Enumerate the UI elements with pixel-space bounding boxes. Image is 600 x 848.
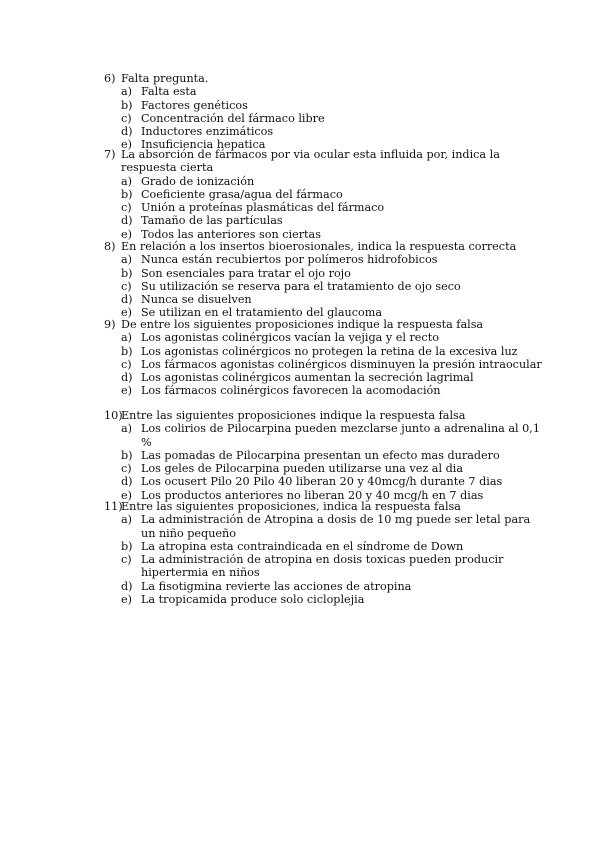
answer-option [121,267,544,280]
question-stem [104,148,544,175]
option-letter: b) [121,539,133,553]
option-letter: b) [121,344,133,358]
answer-option [121,214,544,227]
question-stem [104,318,544,331]
option-letter: b) [121,448,133,462]
question-text: La absorción de fármacos por via ocular esta influida por, indica la respuesta cierta [121,148,500,175]
answer-option [121,345,544,358]
option-text: Inductores enzimáticos [141,125,274,139]
answer-option [121,253,544,266]
option-letter: a) [121,422,133,436]
option-letter: c) [121,462,132,476]
option-text: Los agonistas colinérgicos no protegen la retina de la excesiva luz [141,344,518,358]
option-text: Unión a proteínas plasmáticas del fármaco [141,201,385,215]
answer-option [121,371,544,384]
question-number: 7) [104,148,116,161]
answer-option [121,513,544,540]
option-text: Son esenciales para tratar el ojo rojo [141,266,351,280]
option-text: Nunca se disuelven [141,293,252,307]
answer-option [121,462,544,475]
option-letter: e) [121,227,132,241]
option-text: Factores genéticos [141,98,248,112]
answer-option [121,422,544,449]
option-text: Su utilización se reserva para el tratamiento de ojo seco [141,279,461,293]
answer-option [121,188,544,201]
option-letter: a) [121,513,133,527]
option-letter: b) [121,98,133,112]
answer-option [121,475,544,488]
option-text: Concentración del fármaco libre [141,111,325,125]
answer-option [121,449,544,462]
answer-option [121,540,544,553]
option-text: Insuficiencia hepatica [141,138,266,152]
answer-option [121,280,544,293]
question-text: Falta pregunta. [121,72,209,85]
option-letter: e) [121,593,132,607]
question-text: Entre las siguientes proposiciones, indica la respuesta falsa [121,500,461,513]
option-text: La administración de atropina en dosis toxicas pueden producir hipertermia en niños [141,553,504,580]
option-text: Los agonistas colinérgicos aumentan la secreción lagrimal [141,371,474,385]
answer-option [121,384,544,397]
question-10 [104,409,544,502]
option-letter: a) [121,331,133,345]
option-text: Se utilizan en el tratamiento del glaucoma [141,306,383,320]
question-stem [104,409,544,422]
option-text: Los agonistas colinérgicos vacían la vejiga y el recto [141,331,439,345]
answer-option [121,331,544,344]
option-text: Los geles de Pilocarpina pueden utilizarse una vez al dia [141,462,463,476]
option-text: Las pomadas de Pilocarpina presentan un efecto mas duradero [141,448,500,462]
option-text: La tropicamida produce solo cicloplejia [141,593,365,607]
option-text: Los colirios de Pilocarpina pueden mezclarse junto a adrenalina al 0,1 % [141,422,540,449]
answer-option [121,112,544,125]
option-letter: d) [121,214,133,228]
option-text: La fisotigmina revierte las acciones de atropina [141,579,412,593]
option-letter: c) [121,201,132,215]
option-text: La administración de Atropina a dosis de 10 mg puede ser letal para un niño pequeño [141,513,531,540]
option-text: Los ocusert Pilo 20 Pilo 40 liberan 20 y 40mcg/h durante 7 dias [141,475,503,489]
option-letter: a) [121,253,133,267]
option-text: Todos las anteriores son ciertas [141,227,321,241]
option-letter: c) [121,553,132,567]
option-text: Los fármacos colinérgicos favorecen la acomodación [141,384,441,398]
option-text: Los fármacos agonistas colinérgicos disminuyen la presión intraocular [141,357,542,371]
option-text: Coeficiente grasa/agua del fármaco [141,187,343,201]
question-number: 11) [104,500,123,513]
option-text: Grado de ionización [141,174,255,188]
answer-option [121,175,544,188]
answer-option [121,85,544,98]
option-letter: e) [121,138,132,152]
answer-option [121,293,544,306]
option-letter: b) [121,266,133,280]
question-number: 6) [104,72,116,85]
option-text: Falta esta [141,85,197,99]
option-letter: e) [121,306,132,320]
question-text: De entre los siguientes proposiciones indique la respuesta falsa [121,318,484,331]
question-number: 8) [104,240,116,253]
answer-option [121,201,544,214]
answer-option [121,99,544,112]
option-text: Nunca están recubiertos por polímeros hidrofobicos [141,253,438,267]
option-letter: d) [121,579,133,593]
option-text: Los productos anteriores no liberan 20 y 40 mcg/h en 7 dias [141,488,484,502]
option-letter: a) [121,174,133,188]
option-letter: d) [121,475,133,489]
option-letter: e) [121,488,132,502]
question-text: En relación a los insertos bioerosionales, indica la respuesta correcta [121,240,517,253]
answer-option [121,125,544,138]
option-text: Tamaño de las partículas [141,214,283,228]
option-letter: c) [121,357,132,371]
option-letter: d) [121,371,133,385]
option-letter: b) [121,187,133,201]
option-letter: c) [121,111,132,125]
question-stem [104,240,544,253]
question-stem [104,72,544,85]
question-stem [104,500,544,513]
question-number: 9) [104,318,116,331]
question-11 [104,500,544,606]
answer-option [121,358,544,371]
answer-option [121,580,544,593]
option-letter: d) [121,293,133,307]
answer-option [121,593,544,606]
option-text: La atropina esta contraindicada en el síndrome de Down [141,539,464,553]
question-8 [104,240,544,320]
option-letter: c) [121,279,132,293]
option-letter: a) [121,85,133,99]
question-text: Entre las siguientes proposiciones indique la respuesta falsa [121,409,466,422]
question-9 [104,318,544,398]
question-6 [104,72,544,152]
option-letter: e) [121,384,132,398]
question-7 [104,148,544,241]
answer-option [121,553,544,580]
option-letter: d) [121,125,133,139]
question-number: 10) [104,409,123,422]
